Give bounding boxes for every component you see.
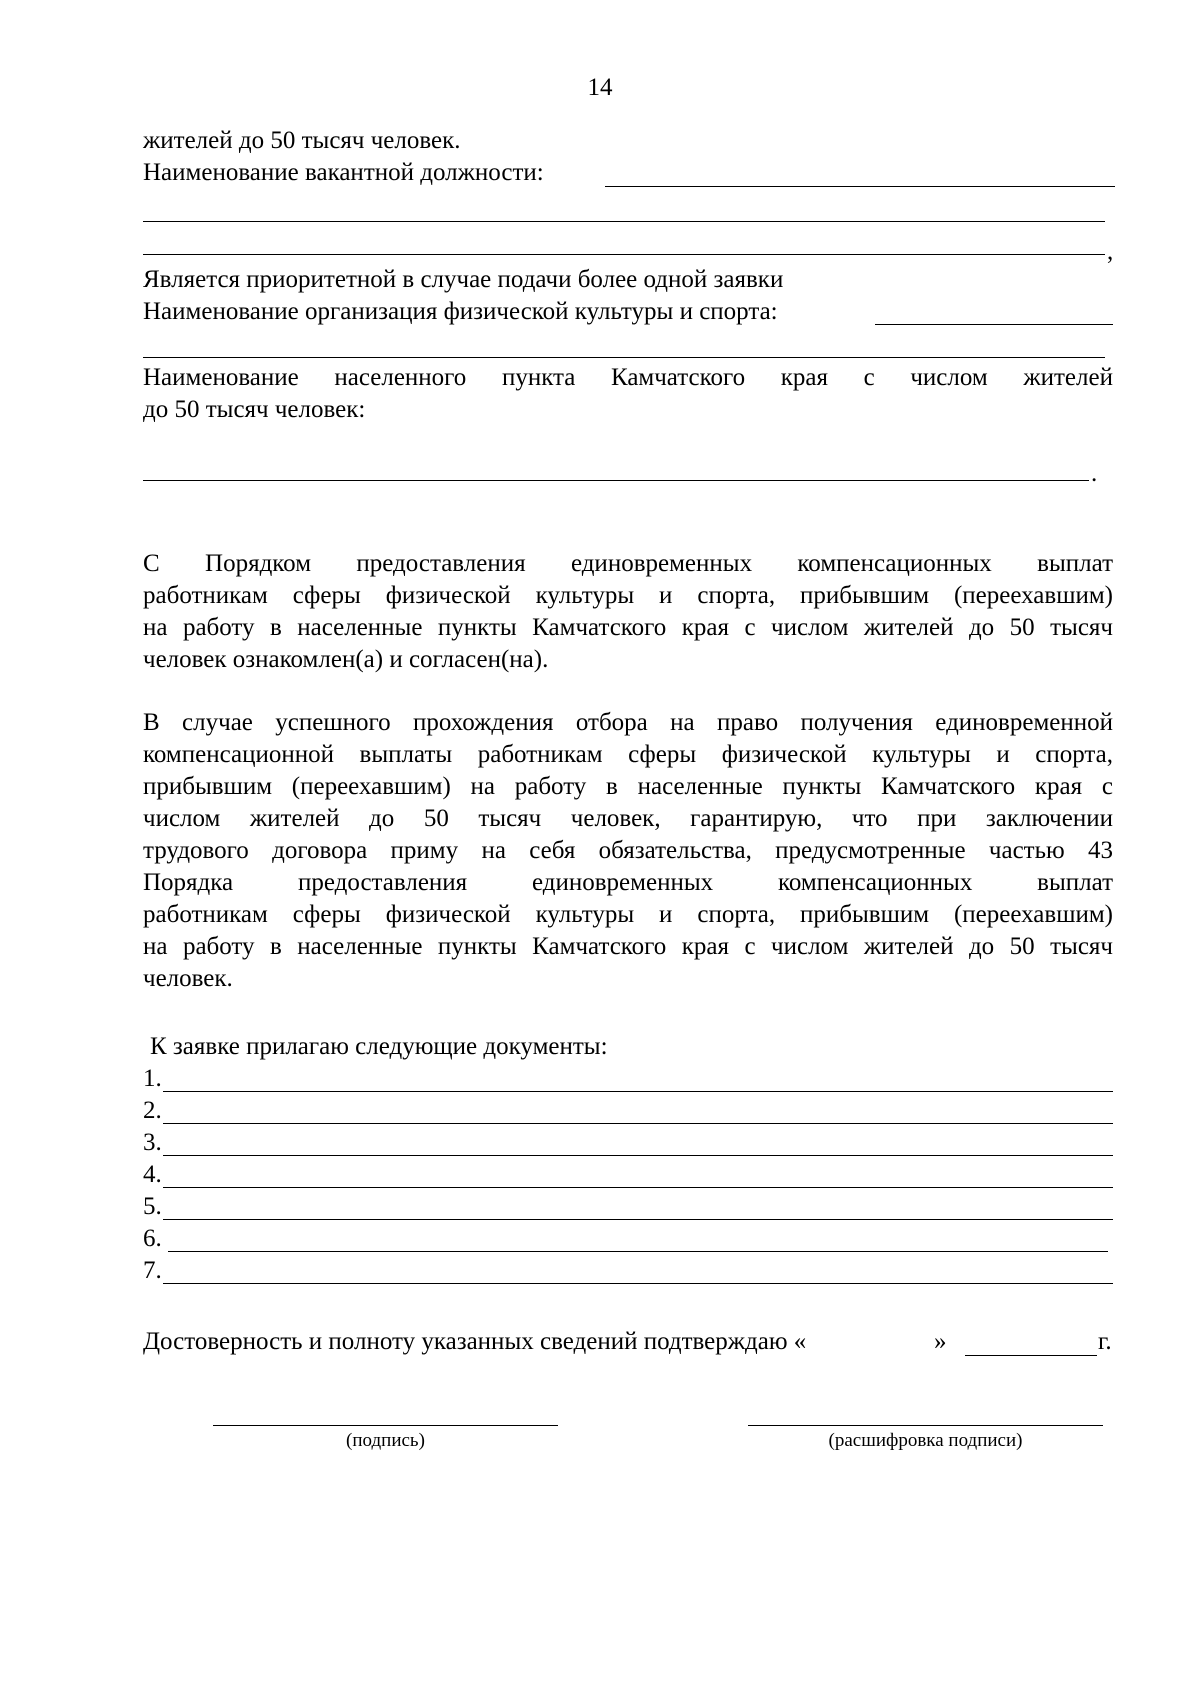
date-field[interactable] — [965, 1355, 1097, 1356]
locality-word: пункта — [501, 364, 576, 391]
paragraph-line: работникам сферы физической культуры и спорта, прибывшим (переехавшим) — [143, 901, 1113, 928]
paragraph-line: С Порядком предоставления единовременных компенсационных выплат — [143, 550, 1113, 577]
attachment-number: 1. — [143, 1065, 162, 1092]
comma: , — [1107, 238, 1114, 265]
guarantee-paragraph — [143, 707, 1113, 995]
attachment-field[interactable] — [168, 1251, 1108, 1252]
confirmation-text: Достоверность и полноту указанных сведений подтверждаю « — [143, 1328, 807, 1355]
paragraph-line: на работу в населенные пункты Камчатского края с числом жителей до 50 тысяч — [143, 933, 1113, 960]
organization-label: Наименование организация физической культуры и спорта: — [143, 298, 778, 325]
year-suffix: г. — [1098, 1328, 1112, 1355]
locality-word: края — [780, 364, 828, 391]
attachment-number: 6. — [143, 1225, 162, 1252]
priority-text: Является приоритетной в случае подачи более одной заявки — [143, 266, 784, 293]
page-number: 14 — [587, 74, 613, 101]
paragraph-line: числом жителей до 50 тысяч человек, гарантирую, что при заключении — [143, 805, 1113, 832]
attachments-heading: К заявке прилагаю следующие документы: — [150, 1033, 608, 1060]
signature-decoding-field[interactable] — [748, 1425, 1103, 1426]
attachment-number: 3. — [143, 1129, 162, 1156]
attachment-number: 4. — [143, 1161, 162, 1188]
paragraph-line: на работу в населенные пункты Камчатского края с числом жителей до 50 тысяч — [143, 614, 1113, 641]
vacancy-label: Наименование вакантной должности: — [143, 159, 544, 186]
paragraph-line: трудового договора приму на себя обязательства, предусмотренные частью 43 — [143, 837, 1113, 864]
locality-word: Камчатского — [610, 364, 746, 391]
locality-word: числом — [910, 364, 988, 391]
signature-caption: (подпись) — [346, 1430, 425, 1451]
period: . — [1091, 460, 1098, 487]
locality-word: жителей — [1023, 364, 1113, 391]
paragraph-line: работникам сферы физической культуры и спорта, прибывшим (переехавшим) — [143, 582, 1113, 609]
locality-word: с — [863, 364, 875, 391]
attachment-field[interactable] — [163, 1283, 1113, 1284]
signature-field[interactable] — [213, 1425, 558, 1426]
locality-word: населенного — [334, 364, 467, 391]
acknowledgement-paragraph — [143, 548, 1113, 676]
close-quote: » — [934, 1328, 947, 1355]
organization-field-line-2[interactable] — [143, 357, 1105, 358]
paragraph-line: человек. — [143, 965, 233, 992]
attachment-field[interactable] — [163, 1155, 1113, 1156]
locality-field[interactable] — [143, 480, 1089, 481]
locality-label-line-2: до 50 тысяч человек: — [143, 396, 366, 423]
vacancy-field[interactable] — [605, 186, 1115, 187]
paragraph-line: Порядка предоставления единовременных компенсационных выплат — [143, 869, 1113, 896]
paragraph-line: прибывшим (переехавшим) на работу в населенные пункты Камчатского края с — [143, 773, 1113, 800]
paragraph-line: человек ознакомлен(а) и согласен(на). — [143, 646, 549, 673]
vacancy-field-line-3[interactable] — [143, 254, 1105, 255]
attachment-field[interactable] — [163, 1091, 1113, 1092]
vacancy-field-line-2[interactable] — [143, 221, 1105, 222]
attachment-field[interactable] — [163, 1187, 1113, 1188]
attachment-number: 5. — [143, 1193, 162, 1220]
signature-decoding-caption: (расшифровка подписи) — [828, 1430, 1023, 1451]
organization-field[interactable] — [875, 324, 1113, 325]
attachment-number: 2. — [143, 1097, 162, 1124]
attachment-field[interactable] — [163, 1123, 1113, 1124]
attachment-number: 7. — [143, 1257, 162, 1284]
locality-label — [143, 362, 1113, 394]
paragraph-line: компенсационной выплаты работникам сферы физической культуры и спорта, — [143, 741, 1113, 768]
locality-word: Наименование — [143, 364, 299, 391]
attachment-field[interactable] — [163, 1219, 1113, 1220]
residents-line: жителей до 50 тысяч человек. — [143, 127, 461, 154]
paragraph-line: В случае успешного прохождения отбора на право получения единовременной — [143, 709, 1113, 736]
